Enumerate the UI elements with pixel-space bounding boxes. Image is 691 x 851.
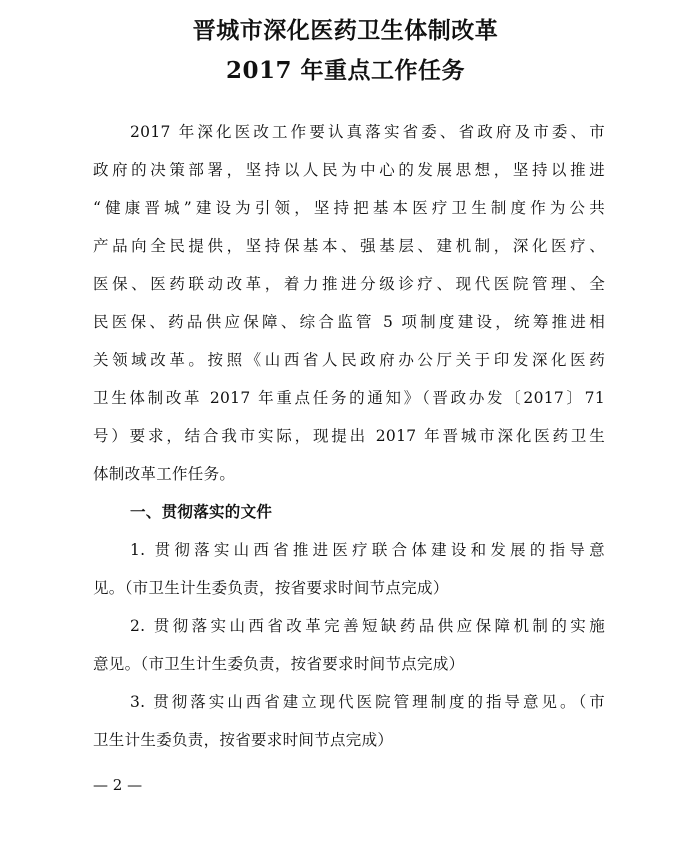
- list-item-line: 见。（市卫生计生委负责，按省要求时间节点完成）: [93, 579, 449, 597]
- list-item-line: 2. 贯彻落实山西省改革完善短缺药品供应保障机制的实施: [130, 617, 605, 635]
- section-heading: 一、贯彻落实的文件: [130, 502, 273, 521]
- document-title-line-2: 2017 年重点工作任务: [225, 57, 466, 84]
- intro-line: 2017 年深化医改工作要认真落实省委、省政府及市委、市: [130, 123, 605, 141]
- intro-line: 卫生体制改革 2017 年重点任务的通知》（晋政办发〔2017〕71: [93, 389, 605, 407]
- page-number: — 2 —: [93, 776, 143, 794]
- document-title-line-1: 晋城市深化医药卫生体制改革: [192, 17, 499, 44]
- list-item-line: 1. 贯彻落实山西省推进医疗联合体建设和发展的指导意: [130, 541, 605, 559]
- intro-line: 产品向全民提供，坚持保基本、强基层、建机制，深化医疗、: [93, 237, 605, 255]
- intro-line: 体制改革工作任务。: [93, 465, 236, 483]
- intro-line: 关领域改革。按照《山西省人民政府办公厅关于印发深化医药: [93, 351, 605, 369]
- intro-line: “健康晋城”建设为引领，坚持把基本医疗卫生制度作为公共: [93, 199, 605, 217]
- intro-line: 号）要求，结合我市实际，现提出 2017 年晋城市深化医药卫生: [93, 427, 605, 445]
- intro-line: 政府的决策部署，坚持以人民为中心的发展思想，坚持以推进: [93, 161, 605, 179]
- intro-line: 民医保、药品供应保障、综合监管 5 项制度建设，统筹推进相: [93, 313, 605, 331]
- list-item-line: 卫生计生委负责，按省要求时间节点完成）: [93, 731, 394, 749]
- list-item-line: 3. 贯彻落实山西省建立现代医院管理制度的指导意见。（市: [130, 693, 605, 711]
- list-item-line: 意见。（市卫生计生委负责，按省要求时间节点完成）: [93, 655, 465, 673]
- intro-line: 医保、医药联动改革，着力推进分级诊疗、现代医院管理、全: [93, 275, 605, 293]
